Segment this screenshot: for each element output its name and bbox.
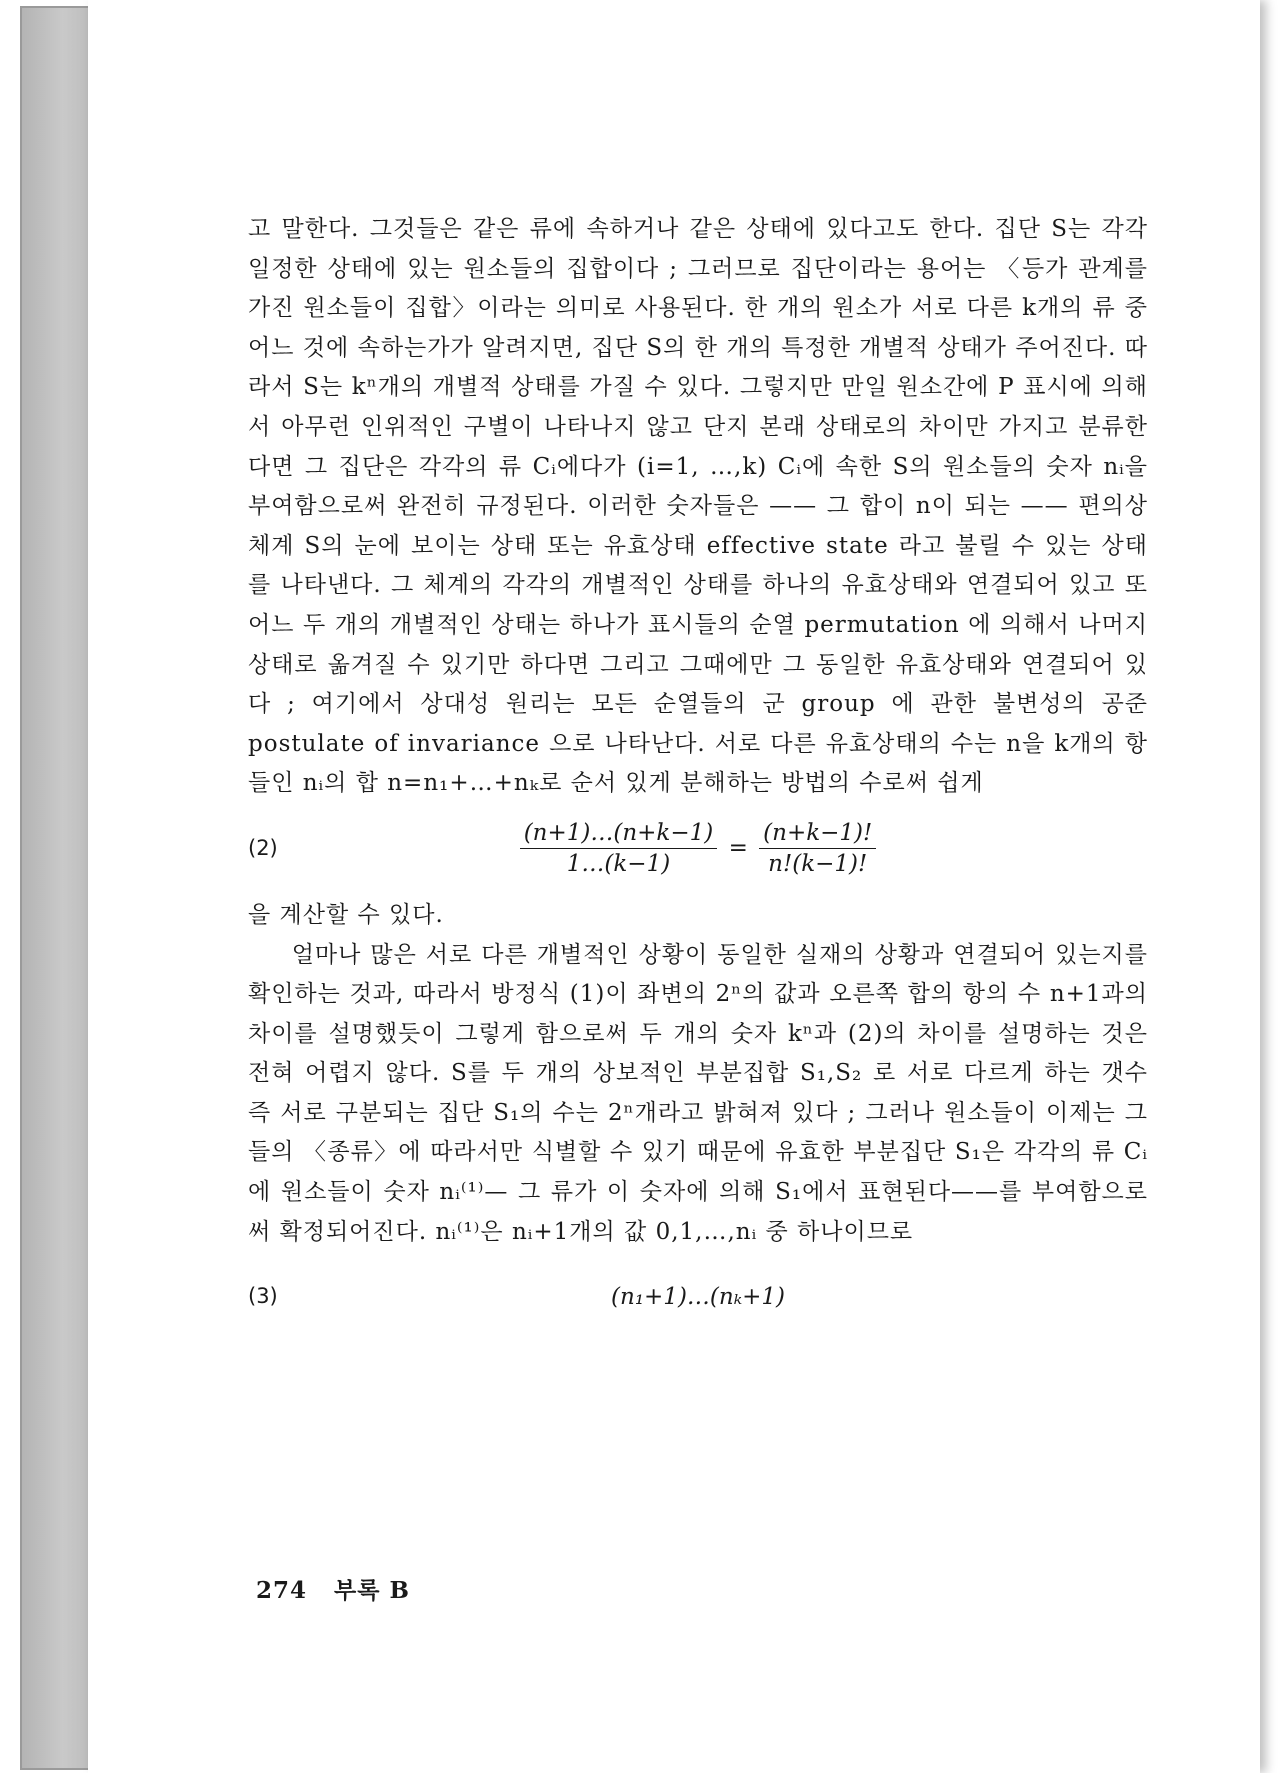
page-number: 274 xyxy=(256,1577,308,1604)
equation-2-right-fraction xyxy=(759,818,876,879)
section-title: 부록 B xyxy=(334,1577,410,1604)
equation-3-body xyxy=(248,1266,1148,1312)
equation-2-body xyxy=(248,818,1148,879)
equation-2-right-denominator: n!(k−1)! xyxy=(768,850,868,877)
book-spine xyxy=(20,6,92,1770)
equation-2-left-denominator: 1…(k−1) xyxy=(566,850,671,877)
equation-3-expression: (n₁+1)…(nₖ+1) xyxy=(611,1284,785,1311)
equation-2-operator: = xyxy=(728,835,748,862)
equation-2-left-fraction xyxy=(520,818,718,879)
equation-2-right-numerator: (n+k−1)! xyxy=(759,818,876,849)
page-footer xyxy=(256,1572,410,1605)
equation-2 xyxy=(248,818,1148,888)
equation-2-label: (2) xyxy=(248,835,278,860)
paragraph-3: 얼마나 많은 서로 다른 개별적인 상황이 동일한 실재의 상황과 연결되어 있는지를 확인하는 것과, 따라서 방정식 (1)이 좌변의 2ⁿ의 값과 오른쪽 합의 항의 수 n+1과의 차이를 설명했듯이 그렇게 함으로써 두 개의 숫자 kⁿ과 (2)의 차이를 설명하는 것은 전혀 어렵지 않다. S를 두 개의 상보적인 부분집합 S₁,S₂ 로 서로 다르게 하는 갯수 즉 서로 구분되는 집단 S₁의 수는 2ⁿ개라고 밝혀져 있다 ; 그러나 원소들이 이제는 그들의 〈종류〉에 따라서만 식별할 수 있기 때문에 유효한 부분집단 S₁은 각각의 류 Cᵢ에 원소들이 숫자 nᵢ⁽¹⁾— 그 류가 이 숫자에 의해 S₁에서 표현된다——를 부여함으로써 확정되어진다. nᵢ⁽¹⁾은 nᵢ+1개의 값 0,1,…,nᵢ 중 하나이므로 xyxy=(248,941,1148,1245)
paragraph-1: 고 말한다. 그것들은 같은 류에 속하거나 같은 상태에 있다고도 한다. 집단 S는 각각 일정한 상태에 있는 원소들의 집합이다 ; 그러므로 집단이라는 용어는 〈등가 관계를 가진 원소들이 집합〉이라는 의미로 사용된다. 한 개의 원소가 서로 다른 k개의 류 중 어느 것에 속하는가가 알려지면, 집단 S의 한 개의 특정한 개별적 상태가 주어진다. 따라서 S는 kⁿ개의 개별적 상태를 가질 수 있다. 그렇지만 만일 원소간에 P 표시에 의해서 아무런 인위적인 구별이 나타나지 않고 단지 본래 상태로의 차이만 가지고 분류한다면 그 집단은 각각의 류 Cᵢ에다가 (i=1, …,k) Cᵢ에 속한 S의 원소들의 숫자 nᵢ을 부여함으로써 완전히 규정된다. 이러한 숫자들은 —— 그 합이 n이 되는 —— 편의상 체계 S의 눈에 보이는 상태 또는 유효상태 effective state 라고 불릴 수 있는 상태를 나타낸다. 그 체계의 각각의 개별적인 상태를 하나의 유효상태와 연결되어 있고 또 어느 두 개의 개별적인 상태는 하나가 표시들의 순열 permutation 에 의해서 나머지 상태로 옮겨질 수 있기만 하다면 그리고 그때에만 그 동일한 유효상태와 연결되어 있다 ; 여기에서 상대성 원리는 모든 순열들의 군 group 에 관한 불변성의 공준 postulate of invariance 으로 나타난다. 서로 다른 유효상태의 수는 n을 k개의 항들인 nᵢ의 합 n=n₁+…+nₖ로 순서 있게 분해하는 방법의 수로써 쉽게 xyxy=(248,216,1148,797)
equation-2-left-numerator: (n+1)…(n+k−1) xyxy=(520,818,718,849)
book-page xyxy=(88,0,1260,1773)
equation-3 xyxy=(248,1266,1148,1336)
equation-3-label: (3) xyxy=(248,1284,278,1309)
paragraph-2: 을 계산할 수 있다. xyxy=(248,901,444,928)
page-content xyxy=(248,210,1148,1344)
